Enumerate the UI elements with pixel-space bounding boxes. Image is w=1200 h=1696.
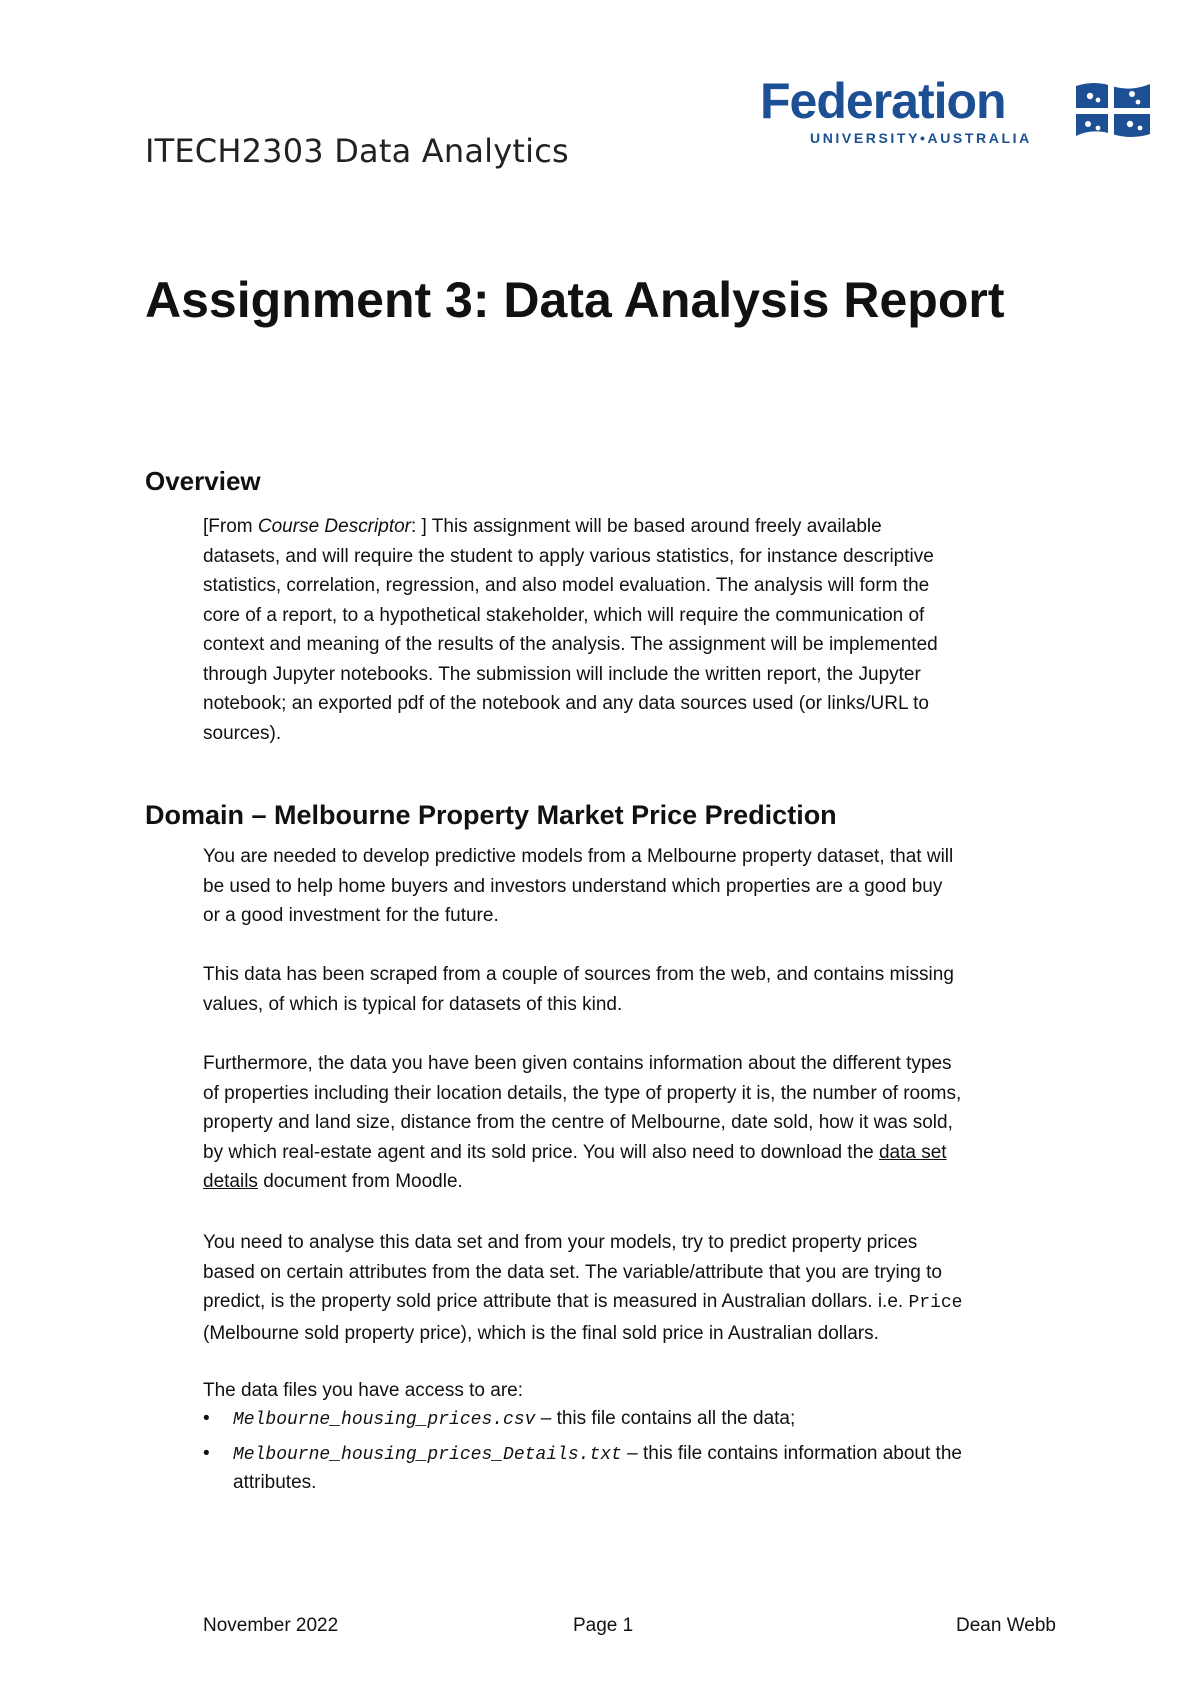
- overview-paragraph: [203, 512, 963, 748]
- overview-source-suffix: : ]: [411, 516, 427, 537]
- domain-paragraph-4-tail: (Melbourne sold property price), which is the final sold price in Australian dollars.: [203, 1322, 879, 1344]
- footer-date: November 2022: [203, 1615, 339, 1636]
- file-name: Melbourne_housing_prices_Details.txt: [233, 1445, 622, 1465]
- overview-prefix: [From: [203, 516, 258, 537]
- logo-subtitle: UNIVERSITY•AUSTRALIA: [810, 130, 1032, 146]
- domain-heading: Domain – Melbourne Property Market Price Prediction: [145, 800, 837, 830]
- assignment-title: Assignment 3: Data Analysis Report: [145, 272, 1005, 328]
- overview-text: This assignment will be based around freely available datasets, and will require the student to apply various statistics, for instance descriptive statistics, correlation, regression, and also model evaluation. The analysis will form the core of a report, to a hypothetical stakeholder, which will require the communication of context and meaning of the results of the analysis. The assignment will be implemented through Jupyter notebooks. The submission will include the written report, the Jupyter notebook; an exported pdf of the notebook and any data sources used (or links/URL to sources).: [203, 516, 938, 744]
- file-description: – this file contains all the data;: [535, 1408, 796, 1429]
- domain-paragraph-3: [203, 1049, 963, 1197]
- course-title: ITECH2303 Data Analytics: [145, 132, 569, 170]
- list-item: [203, 1405, 963, 1434]
- logo-wordmark: Federation: [760, 73, 1006, 129]
- university-logo: [760, 70, 1160, 150]
- footer-author: Dean Webb: [956, 1615, 1056, 1636]
- price-attribute-code: Price: [908, 1293, 963, 1313]
- domain-paragraph-1: You are needed to develop predictive models from a Melbourne property dataset, that will be used to help home buyers and investors understand which properties are a good buy or a good investment for the future.: [203, 846, 954, 926]
- bullet-icon: •: [203, 1408, 210, 1429]
- footer-page-number: Page 1: [573, 1615, 634, 1636]
- domain-paragraph-4-text: You need to analyse this data set and from your models, try to predict property prices based on certain attributes from the data set. The variable/attribute that you are trying to predict, is the property sold price attribute that is measured in Australian dollars. i.e.: [203, 1232, 942, 1312]
- file-name: Melbourne_housing_prices.csv: [233, 1410, 536, 1430]
- southern-cross-flag-icon: [1072, 78, 1154, 144]
- domain-paragraph-4: [203, 1228, 963, 1348]
- domain-paragraph-3-tail: document from Moodle.: [257, 1171, 463, 1192]
- overview-heading: Overview: [145, 466, 261, 496]
- overview-source: Course Descriptor: [257, 516, 411, 537]
- domain-paragraph-3-text: Furthermore, the data you have been given contains information about the different types of properties including their location details, the type of property it is, the number of rooms, property and land size, distance from the centre of Melbourne, date sold, how it was sold, by which real-estate agent and its sold price. You will also need to download the: [203, 1053, 962, 1163]
- data-set-details-link[interactable]: data set details: [203, 1141, 947, 1192]
- files-intro: The data files you have access to are:: [203, 1380, 524, 1401]
- file-description: – this file contains information about the attributes.: [233, 1443, 962, 1493]
- data-files-list: [203, 1405, 963, 1502]
- domain-paragraph-2: This data has been scraped from a couple of sources from the web, and contains missing values, of which is typical for datasets of this kind.: [203, 964, 954, 1015]
- bullet-icon: •: [203, 1443, 210, 1464]
- list-item: [203, 1440, 963, 1496]
